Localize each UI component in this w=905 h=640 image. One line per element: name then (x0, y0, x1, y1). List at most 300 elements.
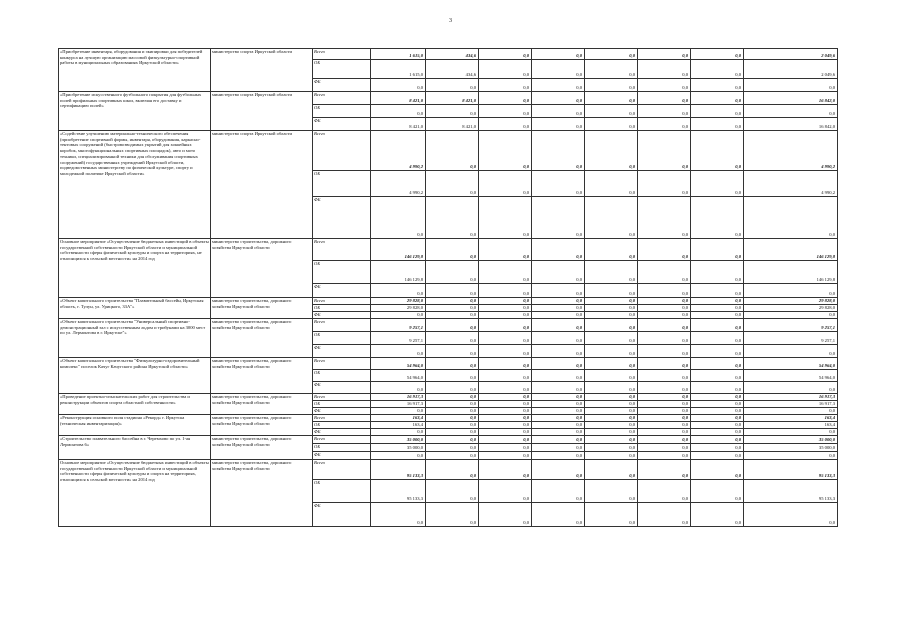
year-value-cell: 0,0 (426, 452, 479, 460)
year-value-cell: 0,0 (426, 394, 479, 401)
year-value-cell: 0,0 (638, 429, 691, 436)
measure-name-cell: Основное мероприятие «Осуществление бюджетных инвестиций в объекты государственной собственности Иркутской области и муниципальной собственности сферы физической культуры и спорта на территориях, относящихся к сельской местности» на 2014 год (59, 460, 211, 527)
funding-source-cell: Всего (313, 298, 371, 305)
responsible-executor-cell: министерство спорта Иркутской области (211, 49, 313, 92)
year-value-cell: 0,0 (585, 345, 638, 358)
year-value-cell: 0,0 (638, 118, 691, 131)
year-value-cell: 0,0 (585, 436, 638, 444)
funding-source-cell: ОБ (313, 171, 371, 197)
funding-source-cell: Всего (313, 131, 371, 171)
year-value-cell: 0,0 (532, 118, 585, 131)
year-value-cell: 0,0 (691, 131, 744, 171)
year-value-cell: 0,0 (479, 436, 532, 444)
year-value-cell: 0,0 (691, 503, 744, 527)
year-value-cell: 0,0 (371, 452, 426, 460)
year-value-cell: 0,0 (691, 415, 744, 422)
funding-source-cell: ОБ (313, 444, 371, 452)
total-value-cell: 146 129,8 (744, 239, 838, 261)
year-value-cell: 0,0 (532, 436, 585, 444)
year-value-cell: 0,0 (532, 131, 585, 171)
year-value-cell: 0,0 (479, 118, 532, 131)
year-value-cell: 0,0 (585, 394, 638, 401)
funding-source-cell: ФБ (313, 452, 371, 460)
measure-name-cell: «Объект капитального строительства "Универсальный спортивно-демонстрационный зал с искусственным льдом и трибунами на 3000 мест по ул. Лермонтова в г. Иркутске"» (59, 319, 211, 358)
year-value-cell: 8 421,0 (371, 92, 426, 105)
year-value-cell: 0,0 (479, 480, 532, 503)
total-value-cell: 29 828,0 (744, 305, 838, 312)
table-row (59, 131, 838, 171)
year-value-cell: 0,0 (479, 60, 532, 79)
responsible-executor-cell: министерство строительства, дорожного хозяйства Иркутской области (211, 239, 313, 298)
year-value-cell: 0,0 (585, 105, 638, 118)
year-value-cell: 0,0 (638, 239, 691, 261)
funding-source-cell: ОБ (313, 401, 371, 408)
year-value-cell: 0,0 (426, 401, 479, 408)
responsible-executor-cell: министерство строительства, дорожного хозяйства Иркутской области (211, 436, 313, 460)
year-value-cell: 0,0 (691, 319, 744, 332)
funding-source-cell: ОБ (313, 370, 371, 382)
year-value-cell: 0,0 (638, 171, 691, 197)
year-value-cell: 0,0 (638, 408, 691, 415)
year-value-cell: 0,0 (585, 422, 638, 429)
total-value-cell: 0,0 (744, 284, 838, 298)
year-value-cell: 0,0 (691, 171, 744, 197)
year-value-cell: 0,0 (585, 370, 638, 382)
year-value-cell: 0,0 (479, 382, 532, 394)
year-value-cell: 0,0 (426, 422, 479, 429)
year-value-cell: 0,0 (479, 49, 532, 60)
funding-source-cell: Всего (313, 239, 371, 261)
year-value-cell: 0,0 (426, 345, 479, 358)
year-value-cell: 1 615,0 (371, 60, 426, 79)
responsible-executor-cell: министерство строительства, дорожного хозяйства Иркутской области (211, 394, 313, 415)
year-value-cell: 0,0 (691, 345, 744, 358)
year-value-cell: 0,0 (585, 460, 638, 480)
year-value-cell: 0,0 (532, 60, 585, 79)
year-value-cell: 0,0 (479, 197, 532, 239)
year-value-cell: 0,0 (585, 60, 638, 79)
measure-name-cell: «Строительство плавательного бассейна в г. Черемхово по ул. 1-ая Лермонтова 6» (59, 436, 211, 460)
year-value-cell: 0,0 (585, 298, 638, 305)
year-value-cell: 0,0 (691, 401, 744, 408)
year-value-cell: 0,0 (585, 261, 638, 284)
year-value-cell: 0,0 (638, 131, 691, 171)
year-value-cell: 0,0 (585, 92, 638, 105)
funding-source-cell: ФБ (313, 408, 371, 415)
page-number: 3 (449, 18, 452, 24)
year-value-cell: 0,0 (638, 105, 691, 118)
year-value-cell: 0,0 (638, 415, 691, 422)
year-value-cell: 0,0 (479, 332, 532, 345)
year-value-cell: 0,0 (638, 422, 691, 429)
table-row (59, 239, 838, 261)
year-value-cell: 0,0 (479, 92, 532, 105)
year-value-cell: 0,0 (371, 408, 426, 415)
year-value-cell: 0,0 (532, 370, 585, 382)
year-value-cell: 0,0 (479, 429, 532, 436)
year-value-cell: 0,0 (532, 408, 585, 415)
funding-source-cell: ФБ (313, 312, 371, 319)
year-value-cell: 0,0 (691, 118, 744, 131)
year-value-cell: 0,0 (479, 460, 532, 480)
year-value-cell: 0,0 (426, 319, 479, 332)
year-value-cell: 0,0 (585, 358, 638, 370)
year-value-cell: 0,0 (532, 305, 585, 312)
year-value-cell: 0,0 (585, 305, 638, 312)
year-value-cell: 0,0 (426, 312, 479, 319)
funding-source-cell: ФБ (313, 79, 371, 92)
funding-source-cell: ОБ (313, 105, 371, 118)
year-value-cell: 0,0 (585, 197, 638, 239)
year-value-cell: 0,0 (638, 345, 691, 358)
year-value-cell: 0,0 (585, 49, 638, 60)
year-value-cell: 0,0 (479, 312, 532, 319)
year-value-cell: 0,0 (638, 401, 691, 408)
year-value-cell: 0,0 (426, 436, 479, 444)
year-value-cell: 0,0 (479, 401, 532, 408)
year-value-cell: 0,0 (638, 49, 691, 60)
year-value-cell: 0,0 (585, 480, 638, 503)
year-value-cell: 0,0 (479, 79, 532, 92)
measure-name-cell: «Содействие улучшению материально-технического обеспечения (приобретение спортивной формы, инвентаря, оборудования, каркасно-тентовых сооружений (быстровозводимых укрытий для хоккейных коробок, многофункциональных спортивных площадок), авто и мото техники, специализированной техники для обслуживания спортивных сооружений) государственных учреждений Иркутской области, подведомственных министерству по физической культуре, спорту и молодежной политике Иркутской области» (59, 131, 211, 239)
year-value-cell: 0,0 (691, 436, 744, 444)
year-value-cell: 0,0 (585, 319, 638, 332)
funding-source-cell: ФБ (313, 197, 371, 239)
year-value-cell: 0,0 (532, 319, 585, 332)
year-value-cell: 0,0 (638, 197, 691, 239)
year-value-cell: 0,0 (532, 171, 585, 197)
year-value-cell: 0,0 (585, 332, 638, 345)
total-value-cell: 163,4 (744, 415, 838, 422)
year-value-cell: 0,0 (585, 444, 638, 452)
year-value-cell: 0,0 (426, 197, 479, 239)
total-value-cell: 0,0 (744, 197, 838, 239)
total-value-cell: 16 842,0 (744, 118, 838, 131)
year-value-cell: 0,0 (479, 319, 532, 332)
funding-source-cell: ФБ (313, 118, 371, 131)
funding-source-cell: Всего (313, 394, 371, 401)
total-value-cell: 4 990,2 (744, 131, 838, 171)
year-value-cell: 0,0 (585, 118, 638, 131)
year-value-cell: 0,0 (371, 284, 426, 298)
year-value-cell: 0,0 (532, 197, 585, 239)
total-value-cell: 0,0 (744, 503, 838, 527)
year-value-cell: 16 917,3 (371, 401, 426, 408)
year-value-cell: 0,0 (532, 422, 585, 429)
year-value-cell: 0,0 (691, 49, 744, 60)
year-value-cell: 0,0 (426, 382, 479, 394)
funding-source-cell: Всего (313, 415, 371, 422)
total-value-cell: 9 257,1 (744, 319, 838, 332)
year-value-cell: 0,0 (371, 79, 426, 92)
year-value-cell: 0,0 (691, 92, 744, 105)
year-value-cell: 434,6 (426, 60, 479, 79)
year-value-cell: 0,0 (638, 358, 691, 370)
year-value-cell: 0,0 (585, 239, 638, 261)
table-row (59, 415, 838, 422)
year-value-cell: 0,0 (532, 444, 585, 452)
year-value-cell: 16 917,3 (371, 394, 426, 401)
year-value-cell: 95 133,3 (371, 460, 426, 480)
year-value-cell: 0,0 (691, 312, 744, 319)
table-row (59, 49, 838, 60)
year-value-cell: 0,0 (638, 444, 691, 452)
year-value-cell: 0,0 (532, 415, 585, 422)
year-value-cell: 0,0 (532, 261, 585, 284)
year-value-cell: 0,0 (638, 382, 691, 394)
funding-source-cell: Всего (313, 358, 371, 370)
year-value-cell: 0,0 (532, 298, 585, 305)
year-value-cell: 146 129,8 (371, 239, 426, 261)
total-value-cell: 54 964,0 (744, 370, 838, 382)
year-value-cell: 0,0 (426, 79, 479, 92)
year-value-cell: 1 615,0 (371, 49, 426, 60)
year-value-cell: 0,0 (479, 444, 532, 452)
year-value-cell: 0,0 (532, 332, 585, 345)
year-value-cell: 0,0 (479, 105, 532, 118)
year-value-cell: 0,0 (638, 312, 691, 319)
year-value-cell: 0,0 (638, 460, 691, 480)
budget-table (58, 48, 838, 527)
year-value-cell: 0,0 (532, 394, 585, 401)
year-value-cell: 29 828,0 (371, 298, 426, 305)
responsible-executor-cell: министерство строительства, дорожного хозяйства Иркутской области (211, 460, 313, 527)
year-value-cell: 0,0 (638, 332, 691, 345)
year-value-cell: 0,0 (532, 239, 585, 261)
total-value-cell: 16 842,0 (744, 92, 838, 105)
year-value-cell: 0,0 (532, 312, 585, 319)
funding-source-cell: Всего (313, 319, 371, 332)
measure-name-cell: «Реконструкция основного поля стадиона «Рекорд» г. Иркутска (техническая инвентаризация)» (59, 415, 211, 436)
year-value-cell: 0,0 (532, 345, 585, 358)
year-value-cell: 0,0 (426, 444, 479, 452)
measure-name-cell: «Объект капитального строительства "Плавательный бассейн, Иркутская область, г. Тулун, ул. Урицкого, 33А"» (59, 298, 211, 319)
year-value-cell: 0,0 (691, 298, 744, 305)
total-value-cell: 95 133,3 (744, 460, 838, 480)
year-value-cell: 0,0 (638, 60, 691, 79)
year-value-cell: 8 421,0 (371, 118, 426, 131)
year-value-cell: 0,0 (426, 105, 479, 118)
year-value-cell: 0,0 (479, 171, 532, 197)
year-value-cell: 8 421,0 (426, 118, 479, 131)
year-value-cell: 0,0 (691, 429, 744, 436)
year-value-cell: 0,0 (532, 460, 585, 480)
year-value-cell: 0,0 (426, 408, 479, 415)
year-value-cell: 0,0 (638, 298, 691, 305)
funding-source-cell: ОБ (313, 332, 371, 345)
year-value-cell: 0,0 (426, 332, 479, 345)
year-value-cell: 0,0 (479, 358, 532, 370)
table-body (59, 49, 838, 527)
total-value-cell: 0,0 (744, 79, 838, 92)
year-value-cell: 0,0 (585, 284, 638, 298)
year-value-cell: 0,0 (532, 358, 585, 370)
year-value-cell: 0,0 (426, 460, 479, 480)
year-value-cell: 0,0 (638, 452, 691, 460)
responsible-executor-cell: министерство спорта Иркутской области (211, 131, 313, 239)
total-value-cell: 0,0 (744, 429, 838, 436)
year-value-cell: 0,0 (638, 305, 691, 312)
year-value-cell: 0,0 (532, 503, 585, 527)
year-value-cell: 0,0 (371, 345, 426, 358)
year-value-cell: 0,0 (479, 131, 532, 171)
year-value-cell: 0,0 (426, 415, 479, 422)
year-value-cell: 0,0 (532, 79, 585, 92)
total-value-cell: 16 917,3 (744, 394, 838, 401)
total-value-cell: 2 049,6 (744, 60, 838, 79)
year-value-cell: 0,0 (691, 480, 744, 503)
measure-name-cell: «Проведение проектно-изыскательских работ для строительства и реконструкции объектов спорта областной собственности» (59, 394, 211, 415)
year-value-cell: 0,0 (585, 171, 638, 197)
table-row (59, 394, 838, 401)
year-value-cell: 0,0 (479, 261, 532, 284)
year-value-cell: 54 964,0 (371, 358, 426, 370)
year-value-cell: 0,0 (691, 444, 744, 452)
year-value-cell: 0,0 (638, 92, 691, 105)
funding-source-cell: ОБ (313, 60, 371, 79)
year-value-cell: 4 990,2 (371, 171, 426, 197)
year-value-cell: 0,0 (585, 401, 638, 408)
responsible-executor-cell: министерство строительства, дорожного хозяйства Иркутской области (211, 319, 313, 358)
funding-source-cell: ФБ (313, 382, 371, 394)
year-value-cell: 0,0 (691, 332, 744, 345)
year-value-cell: 0,0 (426, 370, 479, 382)
year-value-cell: 0,0 (371, 105, 426, 118)
year-value-cell: 0,0 (638, 436, 691, 444)
funding-source-cell: ФБ (313, 284, 371, 298)
year-value-cell: 54 964,0 (371, 370, 426, 382)
year-value-cell: 163,4 (371, 415, 426, 422)
measure-name-cell: Основное мероприятие «Осуществление бюджетных инвестиций в объекты государственной собственности Иркутской области и муниципальной собственности сферы физической культуры и спорта на территориях, не относящихся к сельской местности» на 2014 год (59, 239, 211, 298)
year-value-cell: 0,0 (585, 452, 638, 460)
year-value-cell: 0,0 (691, 239, 744, 261)
year-value-cell: 163,4 (371, 422, 426, 429)
measure-name-cell: «Объект капитального строительства "Физкультурно-оздоровительный комплекс" поселок Качуг Качугского района Иркутской области» (59, 358, 211, 394)
year-value-cell: 0,0 (371, 197, 426, 239)
total-value-cell: 95 133,3 (744, 480, 838, 503)
table-row (59, 436, 838, 444)
year-value-cell: 0,0 (532, 429, 585, 436)
year-value-cell: 0,0 (479, 305, 532, 312)
year-value-cell: 0,0 (426, 171, 479, 197)
year-value-cell: 4 990,2 (371, 131, 426, 171)
year-value-cell: 0,0 (479, 503, 532, 527)
funding-source-cell: Всего (313, 92, 371, 105)
year-value-cell: 0,0 (371, 503, 426, 527)
funding-source-cell: Всего (313, 460, 371, 480)
year-value-cell: 0,0 (585, 429, 638, 436)
table-row (59, 92, 838, 105)
year-value-cell: 0,0 (426, 261, 479, 284)
year-value-cell: 0,0 (691, 284, 744, 298)
year-value-cell: 9 257,1 (371, 319, 426, 332)
year-value-cell: 0,0 (691, 358, 744, 370)
responsible-executor-cell: министерство строительства, дорожного хозяйства Иркутской области (211, 415, 313, 436)
year-value-cell: 0,0 (532, 92, 585, 105)
year-value-cell: 0,0 (638, 394, 691, 401)
total-value-cell: 9 257,1 (744, 332, 838, 345)
year-value-cell: 9 257,1 (371, 332, 426, 345)
year-value-cell: 0,0 (691, 382, 744, 394)
total-value-cell: 29 828,0 (744, 298, 838, 305)
year-value-cell: 0,0 (426, 503, 479, 527)
year-value-cell: 0,0 (585, 503, 638, 527)
total-value-cell: 0,0 (744, 382, 838, 394)
funding-source-cell: Всего (313, 49, 371, 60)
year-value-cell: 0,0 (691, 370, 744, 382)
year-value-cell: 0,0 (585, 131, 638, 171)
year-value-cell: 0,0 (426, 298, 479, 305)
funding-source-cell: ОБ (313, 305, 371, 312)
year-value-cell: 35 000,0 (371, 444, 426, 452)
year-value-cell: 0,0 (691, 408, 744, 415)
year-value-cell: 0,0 (691, 452, 744, 460)
year-value-cell: 8 421,0 (426, 92, 479, 105)
year-value-cell: 0,0 (479, 415, 532, 422)
year-value-cell: 0,0 (426, 284, 479, 298)
funding-source-cell: ОБ (313, 422, 371, 429)
year-value-cell: 0,0 (479, 452, 532, 460)
table-row (59, 460, 838, 480)
total-value-cell: 0,0 (744, 312, 838, 319)
table-row (59, 298, 838, 305)
year-value-cell: 0,0 (532, 480, 585, 503)
year-value-cell: 0,0 (691, 422, 744, 429)
year-value-cell: 0,0 (691, 60, 744, 79)
measure-name-cell: «Приобретение инвентаря, оборудования и экипировки для победителей конкурса на лучшую организацию массовой физкультурно-спортивной работы в муниципальных образованиях Иркутской области» (59, 49, 211, 92)
year-value-cell: 0,0 (585, 79, 638, 92)
funding-source-cell: ФБ (313, 429, 371, 436)
year-value-cell: 0,0 (532, 401, 585, 408)
funding-source-cell: ОБ (313, 480, 371, 503)
year-value-cell: 0,0 (532, 452, 585, 460)
year-value-cell: 0,0 (691, 105, 744, 118)
total-value-cell: 35 000,0 (744, 444, 838, 452)
year-value-cell: 0,0 (638, 503, 691, 527)
total-value-cell: 16 917,3 (744, 401, 838, 408)
year-value-cell: 0,0 (479, 408, 532, 415)
funding-source-cell: ОБ (313, 261, 371, 284)
year-value-cell: 0,0 (691, 261, 744, 284)
year-value-cell: 0,0 (638, 79, 691, 92)
total-value-cell: 163,4 (744, 422, 838, 429)
year-value-cell: 0,0 (585, 312, 638, 319)
year-value-cell: 0,0 (532, 284, 585, 298)
year-value-cell: 0,0 (532, 105, 585, 118)
year-value-cell: 0,0 (479, 345, 532, 358)
total-value-cell: 4 990,2 (744, 171, 838, 197)
year-value-cell: 0,0 (691, 394, 744, 401)
total-value-cell: 54 964,0 (744, 358, 838, 370)
year-value-cell: 0,0 (426, 239, 479, 261)
year-value-cell: 95 133,3 (371, 480, 426, 503)
responsible-executor-cell: министерство строительства, дорожного хозяйства Иркутской области (211, 358, 313, 394)
funding-source-cell: ФБ (313, 503, 371, 527)
responsible-executor-cell: министерство строительства, дорожного хозяйства Иркутской области (211, 298, 313, 319)
year-value-cell: 35 000,0 (371, 436, 426, 444)
year-value-cell: 0,0 (479, 422, 532, 429)
year-value-cell: 0,0 (691, 197, 744, 239)
year-value-cell: 0,0 (691, 460, 744, 480)
year-value-cell: 434,6 (426, 49, 479, 60)
year-value-cell: 0,0 (479, 298, 532, 305)
total-value-cell: 0,0 (744, 345, 838, 358)
year-value-cell: 0,0 (426, 131, 479, 171)
year-value-cell: 0,0 (532, 49, 585, 60)
year-value-cell: 0,0 (371, 429, 426, 436)
year-value-cell: 0,0 (532, 382, 585, 394)
year-value-cell: 146 129,8 (371, 261, 426, 284)
